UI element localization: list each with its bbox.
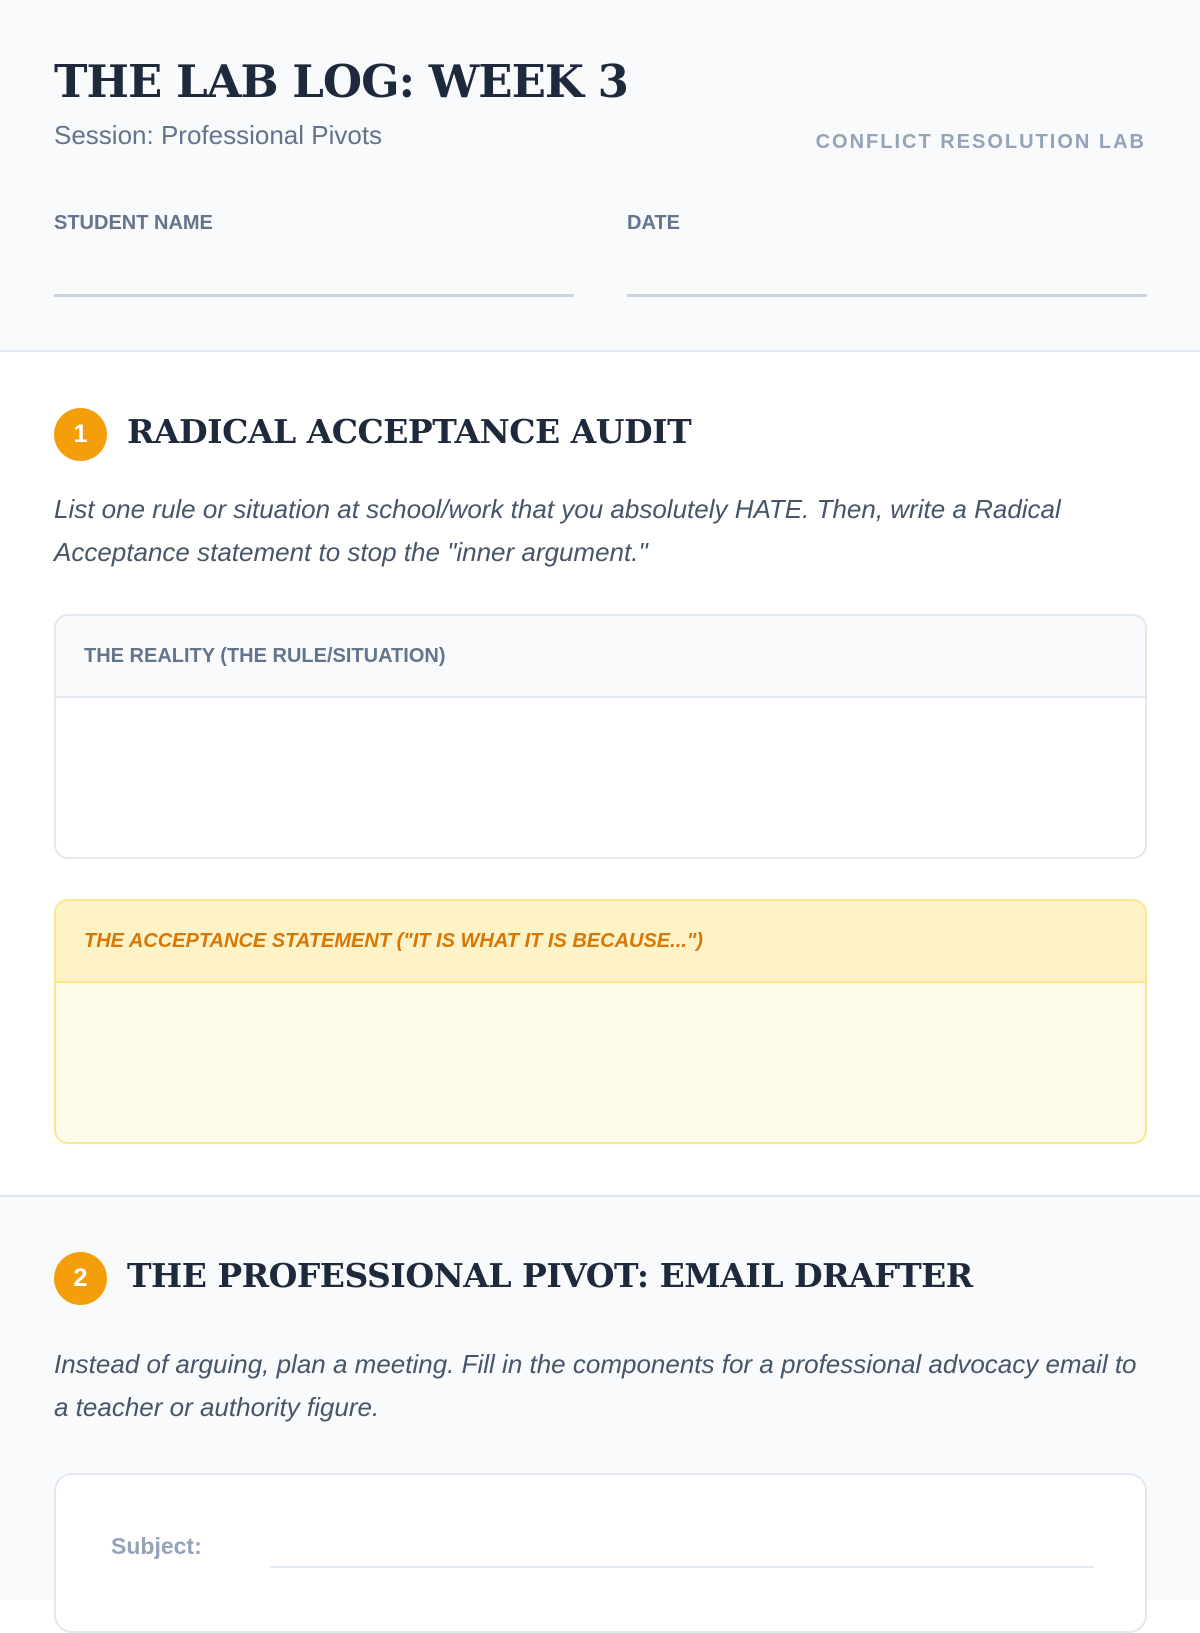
reality-box-label: THE REALITY (THE RULE/SITUATION) [56,616,1145,698]
worksheet-header [0,0,1200,352]
acceptance-box-label: THE ACCEPTANCE STATEMENT ("IT IS WHAT IT IS BECAUSE...") [56,901,1145,983]
step-number-badge: 1 [54,408,107,461]
subject-label: Subject: [111,1533,202,1559]
section-title: THE PROFESSIONAL PIVOT: EMAIL DRAFTER [127,1256,973,1295]
acceptance-box [54,899,1147,1144]
section-instructions: Instead of arguing, plan a meeting. Fill in the components for a professional advocacy email to a teacher or authority figure. [54,1349,1137,1422]
student-name-label: STUDENT NAME [54,212,213,234]
step-number-badge: 2 [54,1252,107,1305]
reality-box [54,614,1147,859]
acceptance-input-area[interactable] [56,983,1145,1143]
page-title: THE LAB LOG: WEEK 3 [54,55,628,108]
section-title: RADICAL ACCEPTANCE AUDIT [127,412,692,451]
section-instructions: List one rule or situation at school/work that you absolutely HATE. Then, write a Radical Acceptance statement to stop the "inner argument." [54,494,1061,567]
email-drafter-card [54,1473,1147,1633]
reality-input-area[interactable] [56,698,1145,858]
session-subtitle: Session: Professional Pivots [54,120,383,150]
date-field[interactable] [627,294,1147,297]
student-name-field[interactable] [54,294,574,297]
lab-name-label: CONFLICT RESOLUTION LAB [815,131,1146,153]
date-label: DATE [627,212,680,234]
subject-input[interactable] [270,1566,1094,1568]
